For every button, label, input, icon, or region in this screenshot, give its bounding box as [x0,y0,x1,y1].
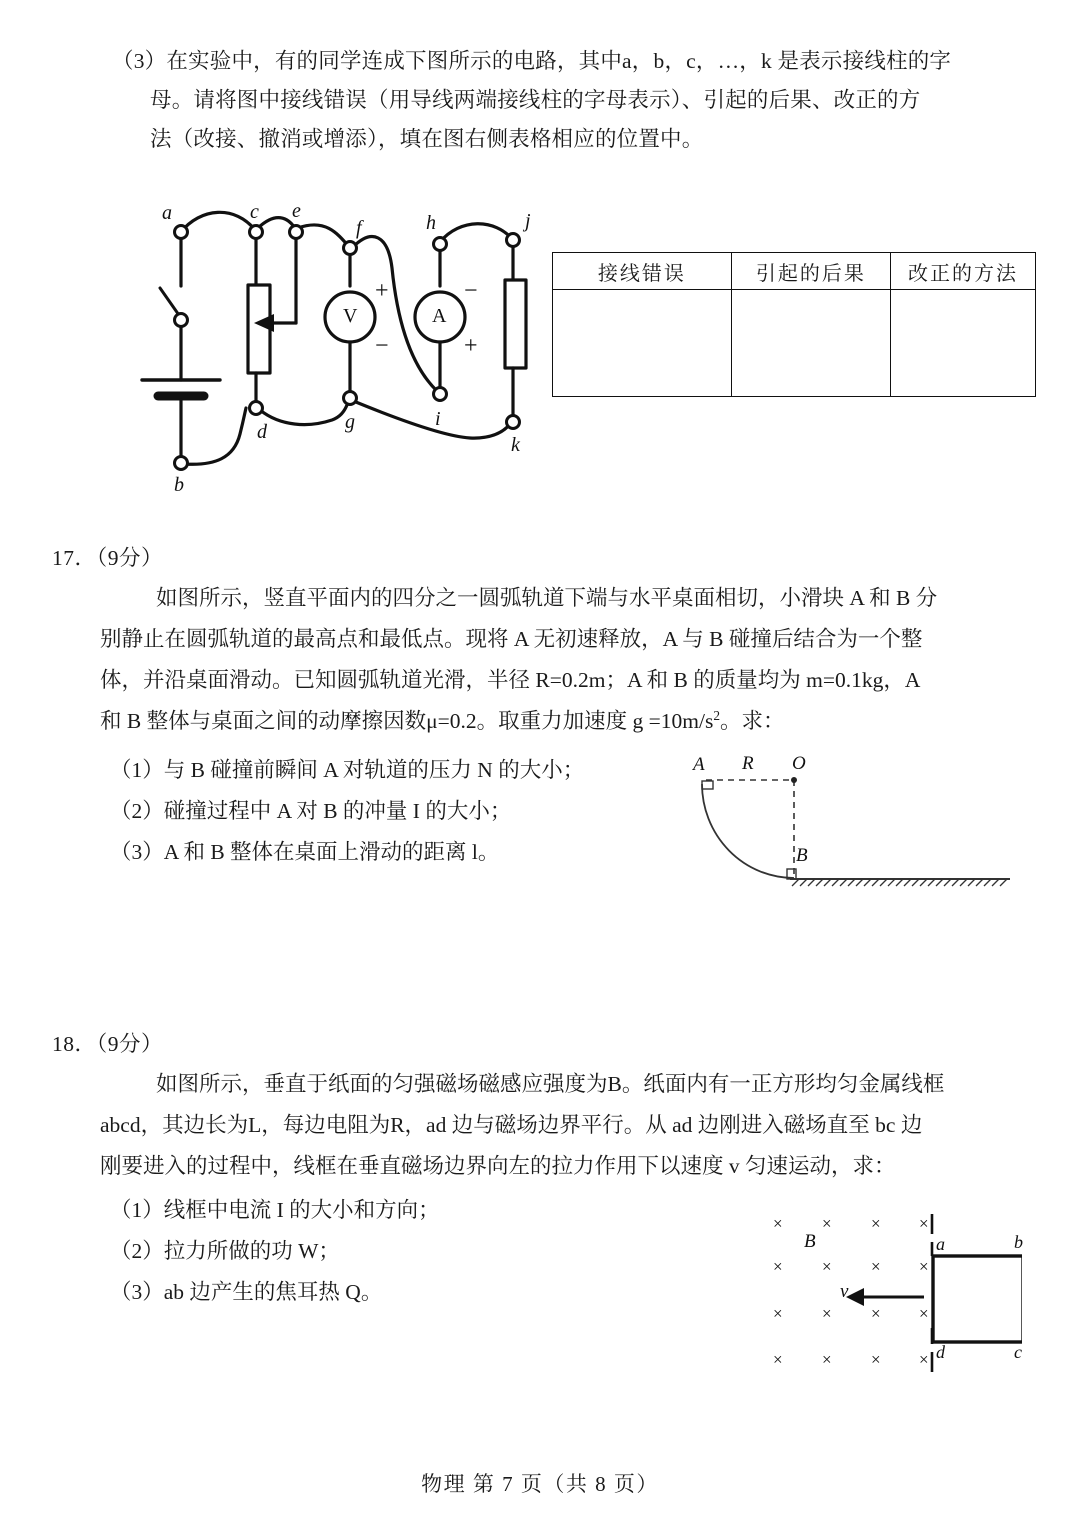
terminal-label-e: e [292,200,301,222]
figure18-corner-a: a [936,1234,945,1254]
q18-sub-1: （1）线框中电流 I 的大小和方向； [110,1198,440,1222]
terminal-label-h: h [426,212,436,234]
terminal-switch [175,314,188,327]
table-cell-error[interactable] [553,290,732,397]
terminal-a [175,226,188,239]
wire-e-f [298,225,350,248]
terminal-label-f: f [356,217,362,239]
question18-subquestions [110,1190,440,1313]
q17-sub-2: （2）碰撞过程中 A 对 B 的冲量 I 的大小； [110,799,512,823]
table-row [553,290,1036,397]
table-cell-fix[interactable] [891,290,1036,397]
resistor-body [505,280,526,368]
wire-a-c [181,212,256,232]
figure-quarter-circle-track [676,752,1016,892]
ammeter-plus-sign: + [464,333,478,359]
q17-line-1: 如图所示，竖直平面内的四分之一圆弧轨道下端与水平桌面相切，小滑块 A 和 B 分 [156,586,938,610]
q18-sub-3: （3）ab 边产生的焦耳热 Q。 [110,1280,383,1304]
terminal-label-j: j [525,210,531,232]
rheostat-body [248,285,270,373]
field-cross-icon: × [773,1304,783,1323]
terminal-f [344,242,357,255]
field-cross-icon: × [822,1257,832,1276]
page-footer: 物理 第 7 页（共 8 页） [421,1472,659,1496]
question17-number-text: 17． [52,546,97,570]
q17-sub-1: （1）与 B 碰撞前瞬间 A 对轨道的压力 N 的大小； [110,758,585,782]
terminal-label-i: i [435,408,441,430]
wire-g-k [351,400,511,438]
figure17-label-O: O [792,753,806,774]
terminal-d [250,402,263,415]
figure18-label-v: v [840,1281,849,1302]
field-cross-icon: × [871,1350,881,1369]
circuit-diagram [140,190,560,510]
field-cross-icon: × [919,1214,929,1233]
q18-line-1: 如图所示，垂直于纸面的匀强磁场磁感应强度为B。纸面内有一正方形均匀金属线框 [156,1072,945,1096]
field-cross-icon: × [919,1350,929,1369]
circuit-svg [140,190,560,510]
figure17-label-B: B [796,845,808,866]
table-cell-consequence[interactable] [731,290,890,397]
figure18-label-B: B [804,1231,816,1252]
velocity-arrow-head [846,1288,864,1306]
ground-hatching [792,879,1007,886]
ammeter-label: A [432,305,447,327]
question17-subquestions [110,750,584,873]
field-cross-icon: × [822,1304,832,1323]
voltmeter-label: V [343,305,358,327]
right-angle-mark-A [702,781,713,789]
terminal-j [507,234,520,247]
figure17-svg [676,752,1016,892]
answer-table [552,252,1036,397]
field-cross-icon: × [871,1304,881,1323]
q18-sub-2: （2）拉力所做的功 W； [110,1239,340,1263]
table-header-fix: 改正的方法 [891,253,1036,290]
question18-number-text: 18． [52,1032,97,1056]
q18-line-2: abcd，其边长为L，每边电阻为R，ad 边与磁场边界平行。从 ad 边刚进入磁场直至 bc 边 [100,1113,923,1137]
terminal-label-k: k [511,434,520,456]
terminal-e [290,226,303,239]
terminal-label-b: b [174,474,184,496]
question18-number [52,1027,163,1058]
q17-sub-3: （3）A 和 B 整体在桌面上滑动的距离 l。 [110,840,500,864]
q17-exponent: 2 [713,707,720,723]
field-cross-icon: × [822,1214,832,1233]
center-point-O [791,777,797,783]
figure18-corner-b: b [1014,1232,1023,1252]
field-cross-icon: × [773,1214,783,1233]
figure-magnetic-field-loop [752,1212,1022,1392]
question17-marks: （9分） [96,546,164,570]
q17-line-4-tail: 。求： [719,709,785,733]
voltmeter-minus-sign: − [375,333,389,359]
terminal-label-a: a [162,202,172,224]
terminal-label-g: g [345,411,355,433]
q17-line-4 [100,701,1045,742]
figure18-corner-c: c [1014,1342,1022,1362]
terminal-b [175,457,188,470]
field-cross-icon: × [822,1350,832,1369]
field-cross-icon: × [773,1350,783,1369]
question18-marks: （9分） [96,1032,164,1056]
table-header-error: 接线错误 [553,253,732,290]
figure17-label-R: R [742,753,754,774]
stem-line-3: 法（改接、撤消或增添），填在图右侧表格相应的位置中。 [150,127,704,151]
stem-line-2: 母。请将图中接线错误（用导线两端接线柱的字母表示）、引起的后果、改正的方 [150,88,921,112]
loop-abcd [933,1256,1022,1342]
wiring-error-table [552,252,1036,397]
table-header-consequence: 引起的后果 [731,253,890,290]
wire-h-j [440,224,513,242]
table-header-row [553,253,1036,290]
field-cross-icon: × [773,1257,783,1276]
field-cross-icon: × [871,1257,881,1276]
terminal-c [250,226,263,239]
wire-b-d [184,408,246,464]
q17-line-3: 体，并沿桌面滑动。已知圆弧轨道光滑，半径 R=0.2m；A 和 B 的质量均为 m=0.1kg，A [100,668,921,692]
field-cross-icon: × [871,1214,881,1233]
wire-d-g [260,405,347,425]
voltmeter-plus-sign: + [375,278,389,304]
q18-line-3: 刚要进入的过程中，线框在垂直磁场边界向左的拉力作用下以速度 v 匀速运动，求： [100,1154,896,1178]
terminal-h [434,238,447,251]
question17-body [100,578,1045,742]
field-cross-icon: × [919,1304,929,1323]
terminal-i [434,388,447,401]
terminal-k [507,416,520,429]
question18-body [100,1064,1045,1187]
question16-part3-stem [112,42,1042,159]
figure18-corner-d: d [936,1342,945,1362]
terminal-label-c: c [250,201,259,223]
figure17-label-A: A [693,754,705,775]
q17-line-4-main: 和 B 整体与桌面之间的动摩擦因数μ=0.2。取重力加速度 g =10m/s [100,709,714,733]
ammeter-minus-sign: − [464,278,478,304]
terminal-g [344,392,357,405]
terminal-label-d: d [257,421,267,443]
figure18-svg [752,1212,1022,1392]
field-cross-icon: × [919,1257,929,1276]
question17-number [52,541,163,572]
stem-line-1: （3）在实验中，有的同学连成下图所示的电路，其中a，b，c，…，k 是表示接线柱的字 [112,49,952,73]
q17-line-2: 别静止在圆弧轨道的最高点和最低点。现将 A 无初速释放，A 与 B 碰撞后结合为一个整 [100,627,923,651]
arc-track [702,784,794,878]
